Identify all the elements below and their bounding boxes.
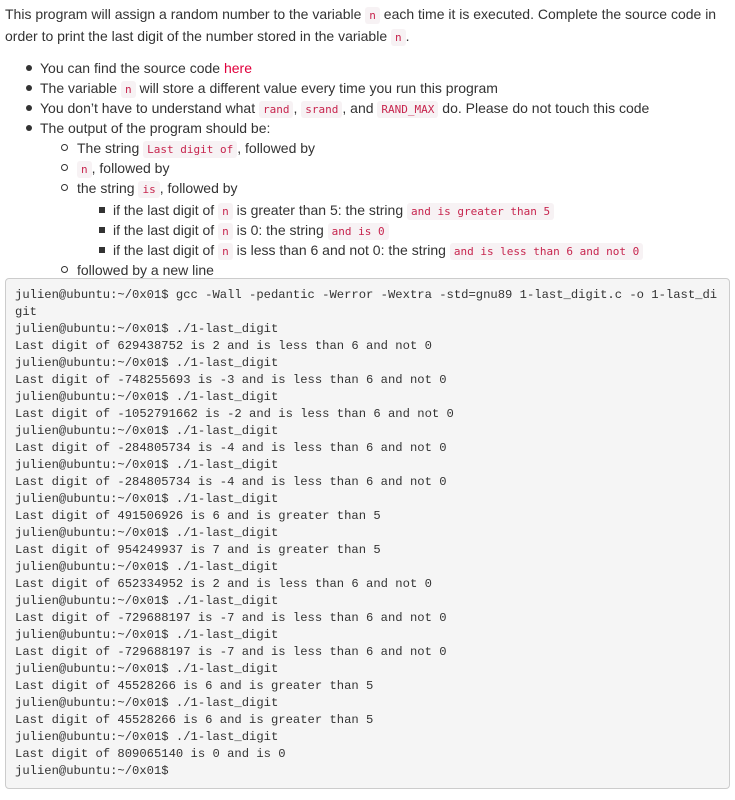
conditions-sublist (77, 200, 729, 260)
terminal-line: Last digit of 45528266 is 6 and is greater than 5 (15, 679, 374, 693)
requirements-list (5, 58, 729, 280)
terminal-line: Last digit of 629438752 is 2 and is less than 6 and not 0 (15, 339, 432, 353)
terminal-line: julien@ubuntu:~/0x01$ ./1-last_digit (15, 662, 279, 676)
bullet-dot-icon (26, 85, 32, 91)
list-item-string-is (40, 178, 729, 260)
dont-touch-text-start: You don’t have to understand what (40, 100, 259, 116)
bullet-dot-icon (26, 125, 32, 131)
inline-code-n: n (77, 161, 92, 178)
variable-text-start: The variable (40, 80, 121, 96)
inline-code-greater-than-5: and is greater than 5 (407, 203, 554, 220)
string-last-text-start: The string (77, 140, 144, 156)
list-item-source-code (5, 58, 729, 78)
list-item-condition-greater (77, 200, 729, 220)
inline-code-rand-max: RAND_MAX (377, 101, 438, 118)
bullet-circle-icon (61, 144, 68, 151)
list-item-dont-touch (5, 98, 729, 118)
terminal-line: julien@ubuntu:~/0x01$ ./1-last_digit (15, 526, 279, 540)
condition-text-start: if the last digit of (113, 202, 219, 218)
bullet-dot-icon (26, 105, 32, 111)
intro-text-start: This program will assign a random number to the variable (5, 6, 366, 22)
condition-text-start: if the last digit of (113, 222, 219, 238)
inline-code-n: n (121, 81, 136, 98)
list-item-variable (5, 78, 729, 98)
terminal-line: julien@ubuntu:~/0x01$ ./1-last_digit (15, 730, 279, 744)
bullet-square-icon (99, 207, 105, 213)
n-item-text-end: , followed by (91, 160, 170, 176)
terminal-line: julien@ubuntu:~/0x01$ ./1-last_digit (15, 322, 279, 336)
output-heading: The output of the program should be: (40, 120, 271, 136)
terminal-line: Last digit of -729688197 is -7 and is less than 6 and not 0 (15, 611, 447, 625)
dont-touch-text-end: do. Please do not touch this code (438, 100, 650, 116)
string-is-text-start: the string (77, 180, 139, 196)
terminal-output-block (5, 278, 730, 789)
newline-text: followed by a new line (77, 262, 214, 278)
terminal-line: julien@ubuntu:~/0x01$ ./1-last_digit (15, 492, 279, 506)
terminal-line: julien@ubuntu:~/0x01$ ./1-last_digit (15, 424, 279, 438)
intro-text-middle: each time it is executed. Complete the source code in order to print the last digit of the number stored in the variable (5, 6, 717, 44)
inline-code-rand: rand (259, 101, 294, 118)
terminal-line: Last digit of 652334952 is 2 and is less than 6 and not 0 (15, 577, 432, 591)
condition-text-middle: is less than 6 and not 0: the string (232, 242, 450, 258)
task-intro (5, 4, 729, 48)
bullet-circle-icon (61, 164, 68, 171)
terminal-line: Last digit of 45528266 is 6 and is greater than 5 (15, 713, 374, 727)
bullet-circle-icon (61, 266, 68, 273)
terminal-line: julien@ubuntu:~/0x01$ ./1-last_digit (15, 560, 279, 574)
terminal-line: julien@ubuntu:~/0x01$ ./1-last_digit (15, 390, 279, 404)
source-code-link[interactable]: here (223, 60, 252, 76)
terminal-line: julien@ubuntu:~/0x01$ ./1-last_digit (15, 356, 279, 370)
inline-code-last-digit-of: Last digit of (143, 141, 237, 158)
separator-text: , (293, 100, 302, 116)
condition-text-start: if the last digit of (113, 242, 219, 258)
bullet-dot-icon (26, 65, 32, 71)
condition-text-middle: is 0: the string (232, 222, 328, 238)
terminal-line: julien@ubuntu:~/0x01$ (15, 764, 169, 778)
bullet-square-icon (99, 247, 105, 253)
list-item-string-last-digit (40, 138, 729, 158)
inline-code-is-0: and is 0 (328, 223, 389, 240)
terminal-line: julien@ubuntu:~/0x01$ ./1-last_digit (15, 628, 279, 642)
string-last-text-end: , followed by (237, 140, 316, 156)
terminal-line: Last digit of -729688197 is -7 and is less than 6 and not 0 (15, 645, 447, 659)
terminal-line: julien@ubuntu:~/0x01$ ./1-last_digit (15, 696, 279, 710)
terminal-line: julien@ubuntu:~/0x01$ ./1-last_digit (15, 458, 279, 472)
inline-code-less-than-6: and is less than 6 and not 0 (450, 243, 643, 260)
inline-code-n: n (218, 243, 233, 260)
terminal-line: julien@ubuntu:~/0x01$ gcc -Wall -pedantic -Werror -Wextra -std=gnu89 1-last_digit.c -o 1-last_digit (15, 288, 718, 319)
terminal-line: Last digit of -748255693 is -3 and is less than 6 and not 0 (15, 373, 447, 387)
terminal-pre (15, 287, 721, 780)
list-item-condition-less (77, 240, 729, 260)
intro-text-end: . (405, 28, 410, 44)
list-item-condition-zero (77, 220, 729, 240)
inline-code-n: n (218, 203, 233, 220)
list-item-newline (40, 260, 729, 280)
source-code-text: You can find the source code (40, 60, 224, 76)
list-item-n (40, 158, 729, 178)
terminal-line: Last digit of 954249937 is 7 and is greater than 5 (15, 543, 381, 557)
bullet-square-icon (99, 227, 105, 233)
terminal-line: Last digit of 809065140 is 0 and is 0 (15, 747, 286, 761)
list-item-output (5, 118, 729, 280)
terminal-line: Last digit of -1052791662 is -2 and is less than 6 and not 0 (15, 407, 454, 421)
variable-text-end: will store a different value every time you run this program (135, 80, 498, 96)
terminal-line: Last digit of -284805734 is -4 and is less than 6 and not 0 (15, 441, 447, 455)
string-is-text-end: , followed by (159, 180, 238, 196)
separator-text: , and (342, 100, 378, 116)
terminal-line: julien@ubuntu:~/0x01$ ./1-last_digit (15, 594, 279, 608)
output-sublist (40, 138, 729, 280)
condition-text-middle: is greater than 5: the string (232, 202, 408, 218)
inline-code-srand: srand (301, 101, 342, 118)
terminal-line: Last digit of -284805734 is -4 and is less than 6 and not 0 (15, 475, 447, 489)
inline-code-n: n (391, 29, 406, 46)
bullet-circle-icon (61, 184, 68, 191)
inline-code-is: is (138, 181, 159, 198)
inline-code-n: n (218, 223, 233, 240)
terminal-line: Last digit of 491506926 is 6 and is greater than 5 (15, 509, 381, 523)
inline-code-n: n (365, 7, 380, 24)
